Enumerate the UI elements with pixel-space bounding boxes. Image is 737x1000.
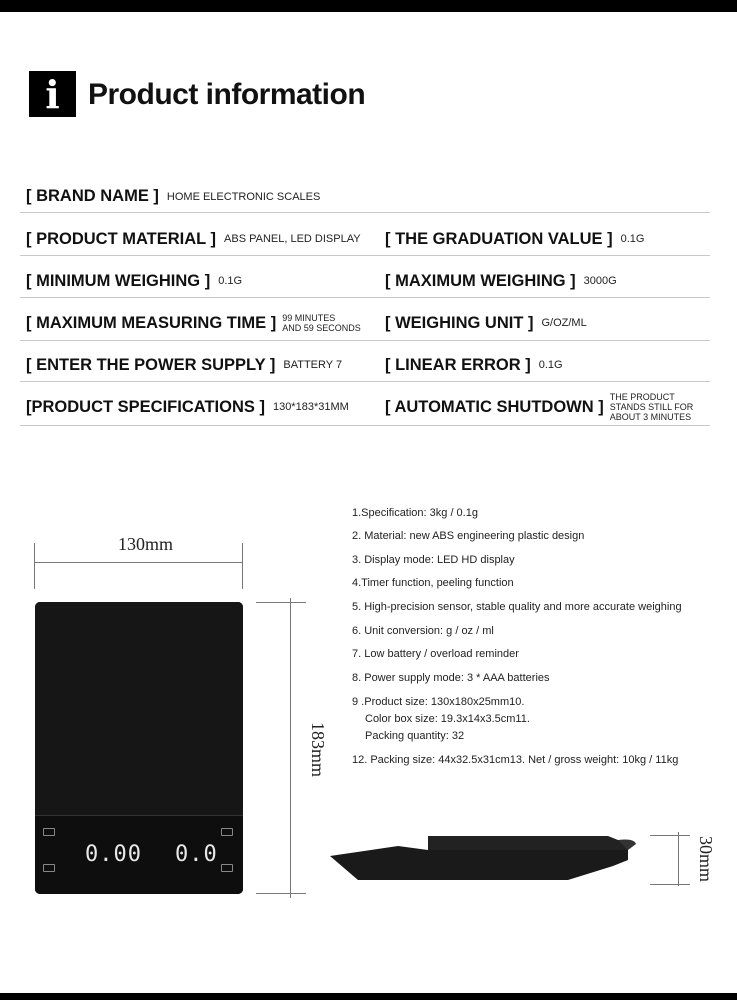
spec-row-material bbox=[20, 222, 710, 256]
width-dimension-tick-right bbox=[242, 543, 243, 589]
bottom-border bbox=[0, 993, 737, 1000]
spec-value: 3000G bbox=[583, 275, 617, 287]
spec-value: HOME ELECTRONIC SCALES bbox=[166, 190, 321, 203]
thickness-dimension-line bbox=[678, 832, 679, 886]
feature-item: 6. Unit conversion: g / oz / ml bbox=[352, 625, 494, 637]
height-dimension-line bbox=[290, 598, 291, 898]
unit-button-icon bbox=[221, 828, 233, 836]
timer-readout: 0.0 bbox=[175, 842, 218, 867]
spec-key: [PRODUCT SPECIFICATIONS ] bbox=[26, 397, 265, 416]
top-border bbox=[0, 0, 737, 12]
spec-key: [ MINIMUM WEIGHING ] bbox=[26, 271, 211, 290]
spec-value: THE PRODUCT STANDS STILL FOR ABOUT 3 MINUTES bbox=[609, 392, 694, 422]
feature-item: 5. High-precision sensor, stable quality and more accurate weighing bbox=[352, 601, 682, 613]
height-dimension-label: 183mm bbox=[308, 722, 328, 778]
spec-key: [ ENTER THE POWER SUPPLY ] bbox=[26, 355, 276, 374]
width-dimension-line bbox=[34, 562, 243, 563]
spec-value: 0.1G bbox=[620, 233, 645, 245]
scale-display-panel bbox=[35, 816, 243, 894]
scale-weighing-plate bbox=[35, 602, 243, 816]
spec-key: [ AUTOMATIC SHUTDOWN ] bbox=[385, 397, 604, 416]
feature-item: Packing quantity: 32 bbox=[365, 730, 465, 742]
height-dimension-tick-top bbox=[256, 602, 306, 603]
spec-row-time bbox=[20, 305, 710, 341]
timer-button-icon bbox=[43, 828, 55, 836]
info-icon: i bbox=[29, 71, 76, 117]
spec-key: [ MAXIMUM WEIGHING ] bbox=[385, 271, 576, 290]
spec-key: [ WEIGHING UNIT ] bbox=[385, 313, 534, 332]
spec-value: 99 MINUTES AND 59 SECONDS bbox=[282, 313, 361, 333]
spec-row-brand bbox=[20, 180, 710, 213]
spec-value: 0.1G bbox=[218, 275, 243, 287]
feature-item: 4.Timer function, peeling function bbox=[352, 577, 514, 589]
feature-item: 3. Display mode: LED HD display bbox=[352, 554, 515, 566]
spec-key: [ LINEAR ERROR ] bbox=[385, 355, 531, 374]
scale-top-view bbox=[35, 602, 243, 894]
width-dimension-tick-left bbox=[34, 543, 35, 589]
feature-item: 2. Material: new ABS engineering plastic design bbox=[352, 530, 585, 542]
page-title: Product information bbox=[88, 78, 366, 111]
spec-value: BATTERY 7 bbox=[283, 359, 343, 371]
thickness-dimension-tick-bottom bbox=[650, 884, 690, 885]
feature-item: 1.Specification: 3kg / 0.1g bbox=[352, 507, 478, 519]
scale-side-view bbox=[328, 832, 638, 888]
spec-row-specifications bbox=[20, 388, 710, 426]
spec-value: 130*183*31MM bbox=[272, 401, 349, 413]
feature-item: 12. Packing size: 44x32.5x31cm13. Net / gross weight: 10kg / 11kg bbox=[352, 754, 679, 766]
spec-key: [ BRAND NAME ] bbox=[26, 187, 159, 205]
feature-item: Color box size: 19.3x14x3.5cm11. bbox=[365, 713, 530, 725]
tare-button-icon bbox=[221, 864, 233, 872]
feature-item: 9 .Product size: 130x180x25mm10. bbox=[352, 696, 525, 708]
thickness-dimension-tick-top bbox=[650, 835, 690, 836]
scale-side-base bbox=[330, 846, 628, 880]
weight-readout: 0.00 bbox=[85, 842, 142, 867]
spec-value: ABS PANEL, LED DISPLAY bbox=[224, 233, 361, 245]
scale-side-top bbox=[428, 836, 628, 850]
spec-value: 0.1G bbox=[538, 359, 563, 371]
spec-row-weighing bbox=[20, 264, 710, 298]
height-dimension-tick-bottom bbox=[256, 893, 306, 894]
spec-row-power bbox=[20, 348, 710, 382]
feature-item: 7. Low battery / overload reminder bbox=[352, 648, 519, 660]
thickness-dimension-label: 30mm bbox=[696, 836, 716, 883]
spec-value: G/OZ/ML bbox=[541, 317, 587, 329]
power-button-icon bbox=[43, 864, 55, 872]
spec-key: [ THE GRADUATION VALUE ] bbox=[385, 229, 613, 248]
spec-key: [ MAXIMUM MEASURING TIME ] bbox=[26, 313, 277, 332]
feature-item: 8. Power supply mode: 3 * AAA batteries bbox=[352, 672, 550, 684]
width-dimension-label: 130mm bbox=[118, 534, 174, 554]
spec-key: [ PRODUCT MATERIAL ] bbox=[26, 229, 217, 248]
